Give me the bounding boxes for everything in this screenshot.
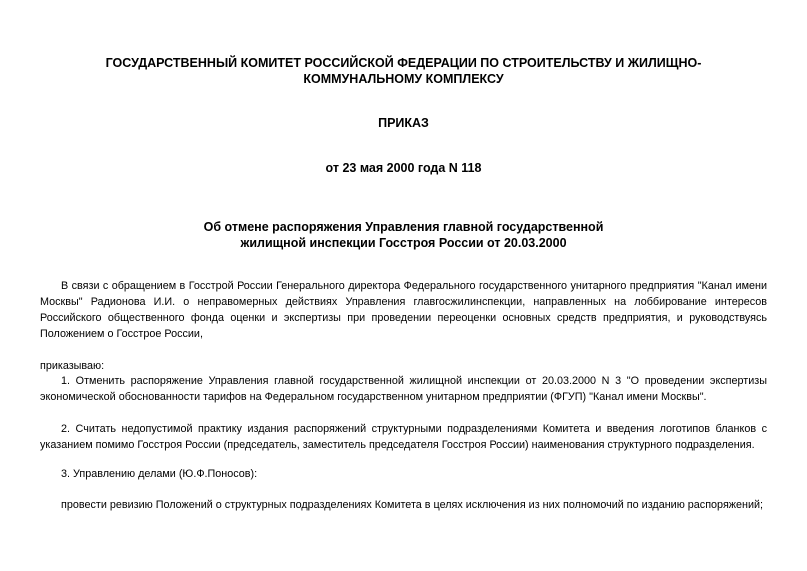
- order-item-3-subitem: провести ревизию Положений о структурных подразделениях Комитета в целях исключения из них полномочий по изданию распоряжений;: [61, 499, 764, 511]
- title-line-2: жилищной инспекции Госстроя России от 20.03.2000: [240, 236, 567, 250]
- authority-line-1: ГОСУДАРСТВЕННЫЙ КОМИТЕТ РОССИЙСКОЙ ФЕДЕРАЦИИ ПО СТРОИТЕЛЬСТВУ И ЖИЛИЩНО-: [105, 56, 702, 70]
- document-date: от 23 мая 2000 года N 118: [325, 161, 482, 175]
- document-title: [40, 219, 767, 251]
- document-type: ПРИКАЗ: [378, 116, 429, 130]
- intro-paragraph: В связи с обращением в Госстрой России Генерального директора Федерального государственного унитарного предприятия "Канал имени Москвы" Радионова И.И. о неправомерных действиях Управления главгосжилинспекции, направленных на лоббирование интересов Российского общественного фонда оценки и экспертизы при проведении переоценки основных средств предприятия, и руководствуясь Положением о Госстрое России,: [40, 280, 767, 340]
- authority-line-2: КОММУНАЛЬНОМУ КОМПЛЕКСУ: [303, 72, 504, 86]
- title-line-1: Об отмене распоряжения Управления главной государственной: [203, 220, 604, 234]
- order-item-2: 2. Считать недопустимой практику издания распоряжений структурными подразделениями Комитета и введения логотипов бланков с указанием помимо Госстроя России (председатель, заместитель председателя Госстроя России) наименования структурного подразделения.: [40, 423, 767, 451]
- order-word: приказываю:: [40, 360, 105, 372]
- issuing-authority: [40, 55, 767, 87]
- order-item-1: 1. Отменить распоряжение Управления главной государственной жилищной инспекции от 20.03.2000 N 3 "О проведении экспертизы экономической обоснованности тарифов на Федеральном государственном унитарном предприятии (ФГУП) "Канал имени Москвы".: [40, 375, 767, 403]
- order-item-3: 3. Управлению делами (Ю.Ф.Поносов):: [61, 468, 258, 480]
